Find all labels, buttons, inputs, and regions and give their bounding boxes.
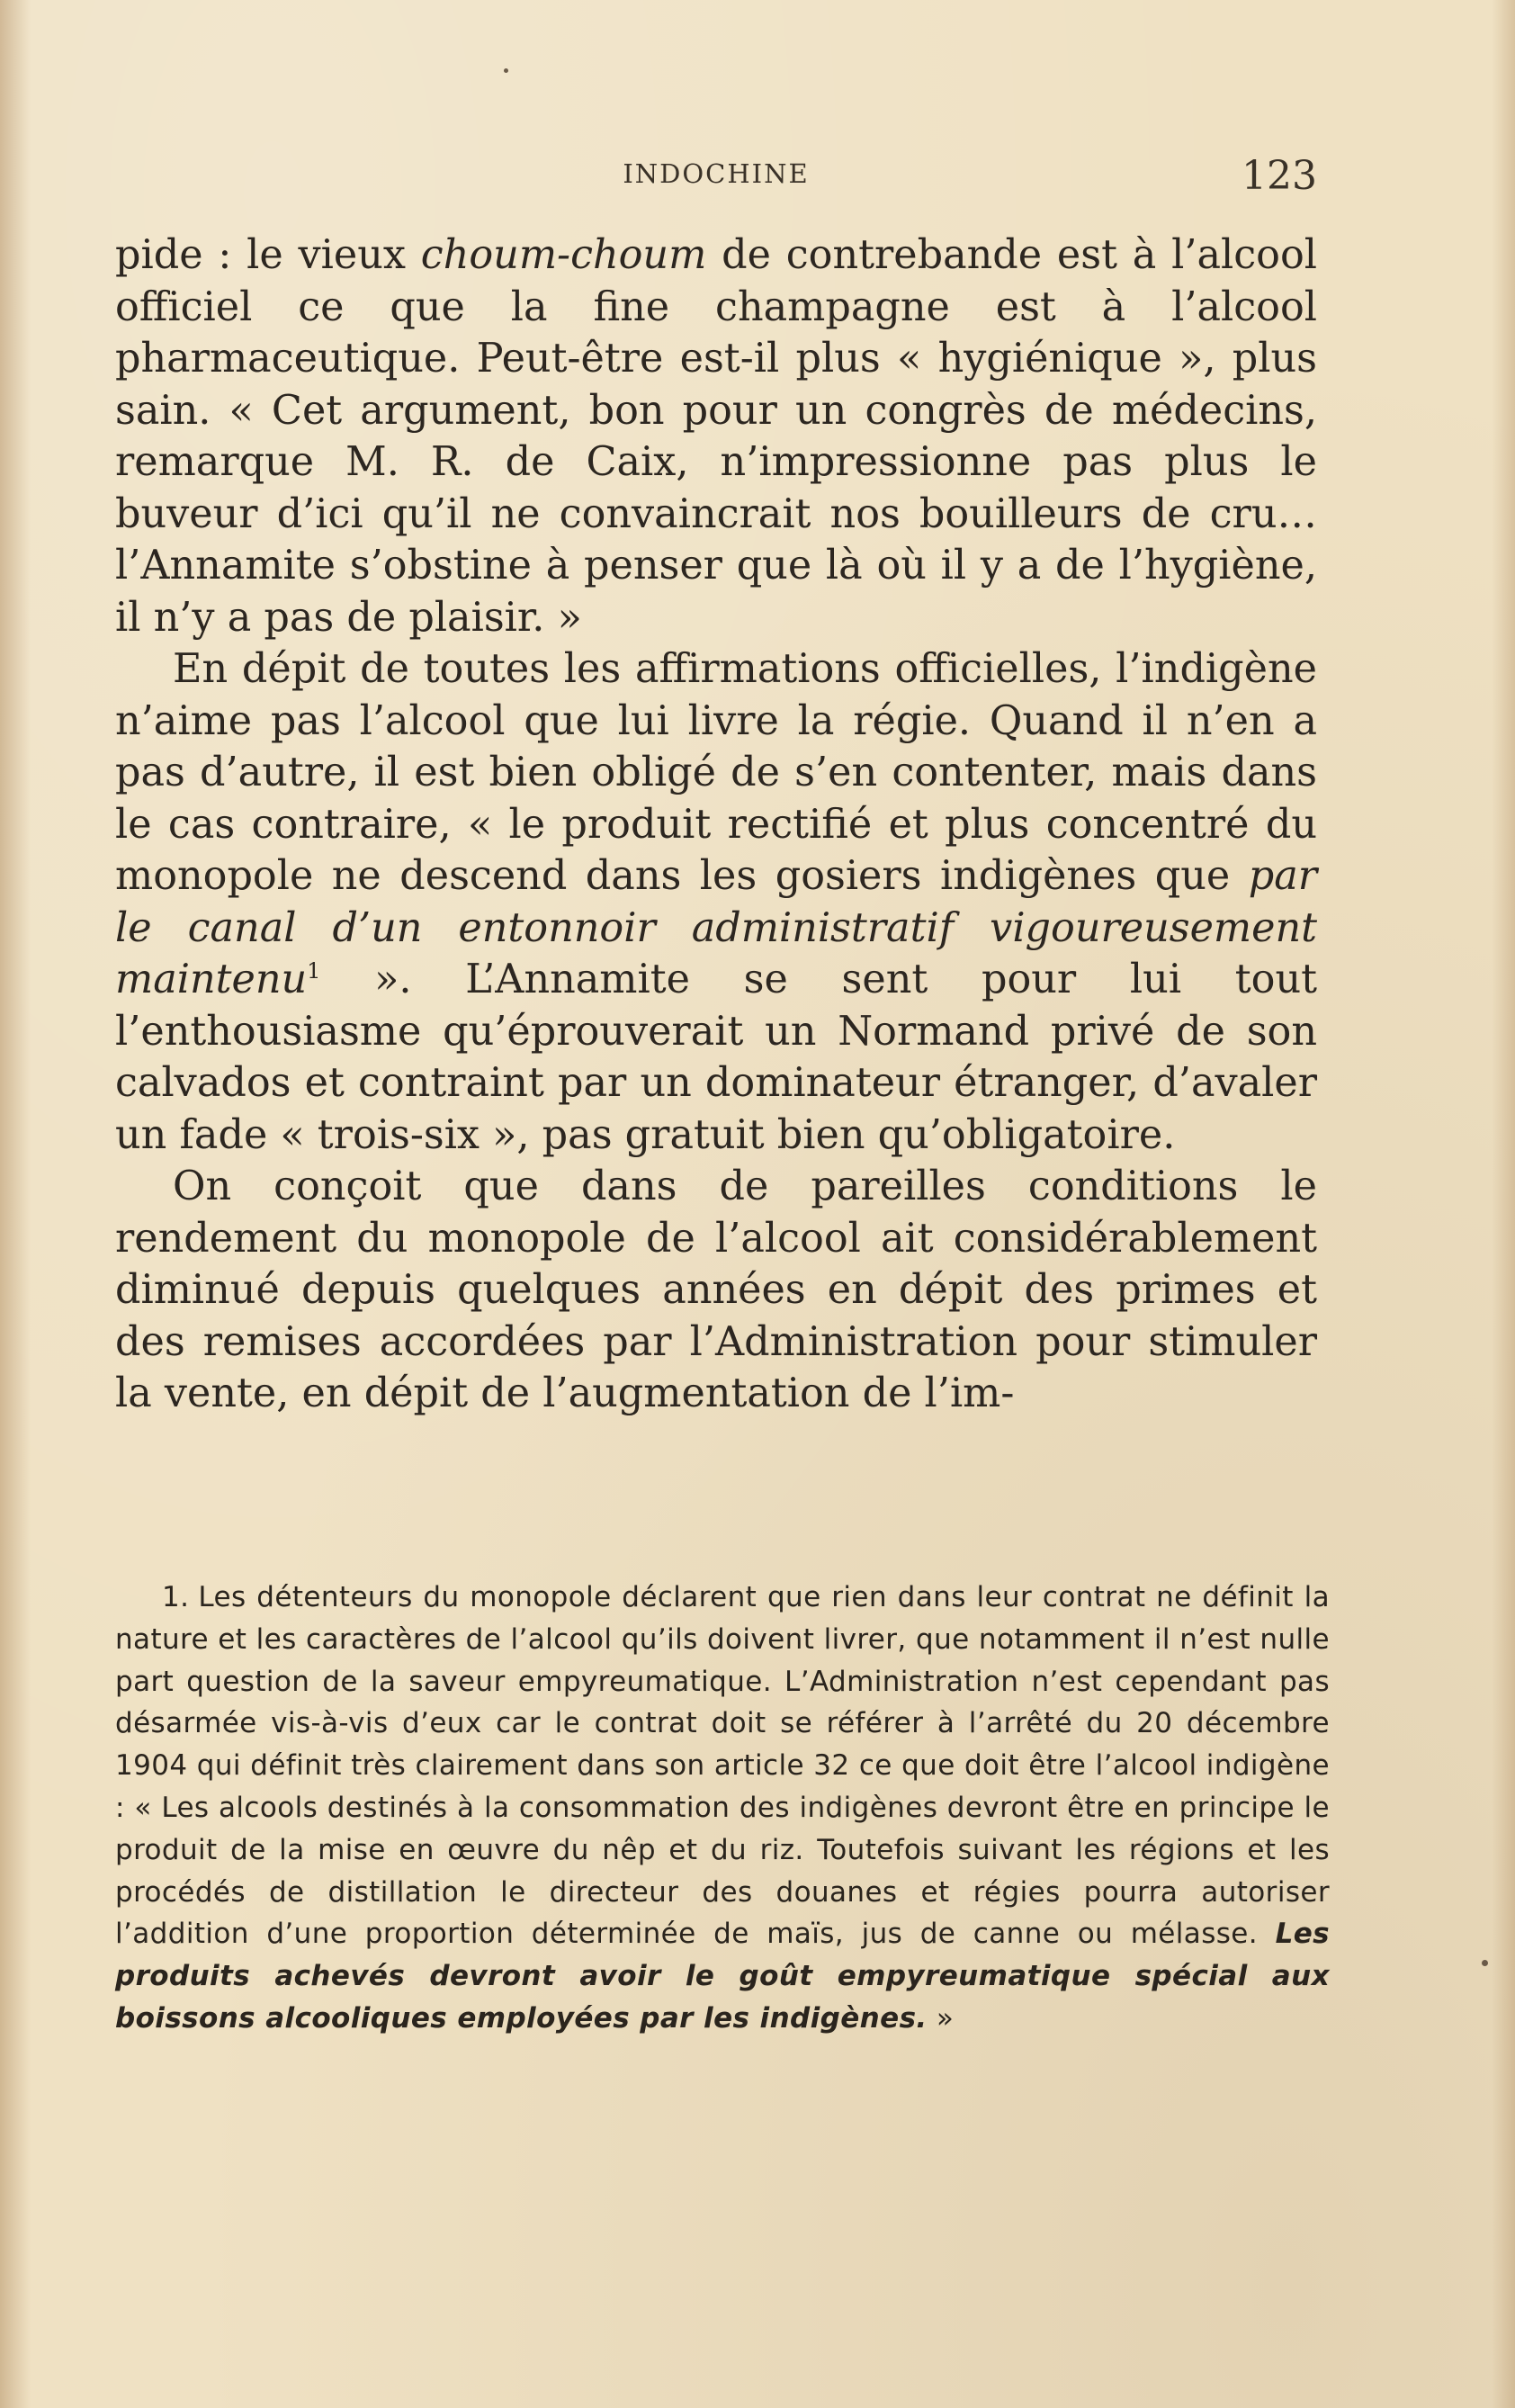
paragraph-1-rest: de contrebande est à l’alcool officiel ce que la fine champagne est à l’alcool pharmaceutique. Peut-être est-il plus « hygiénique », plus sain. « Cet argument, bon pour un congrès de médecins, remarque M. R. de Caix, n’impressionne pas plus le buveur d’ici qu’il ne convaincrait nos bouilleurs de cru… l’Annamite s’obstine à penser que là où il y a de l’hygiène, il n’y a pas de plaisir. »	[115, 232, 1317, 641]
paragraph-1-italic: choum-choum	[420, 232, 707, 278]
page-shadow-right	[1492, 0, 1515, 2408]
running-head	[115, 153, 1317, 200]
footnote-end: »	[927, 2001, 955, 2035]
running-title: INDOCHINE	[623, 158, 810, 189]
body-text	[115, 229, 1317, 1420]
stray-dot	[504, 68, 508, 73]
paragraph-2-start: En dépit de toutes les affirmations officielles, l’indigène n’aime pas l’alcool que lui livre la régie. Quand il n’en a pas d’autre, il est bien obligé de s’en contenter, mais dans le cas contraire, « le produit rectifié et plus concentré du monopole ne descend dans les gosiers indigènes que	[115, 646, 1317, 899]
footnote	[115, 1577, 1330, 2040]
footnote-italic: Les produits achevés devront avoir le goût empyreumatique spécial aux boissons alcooliques employées par les indigènes.	[115, 1918, 1330, 2035]
paragraph-2-italic: par le canal d’un entonnoir administratif vigoureusement maintenu	[115, 853, 1317, 1002]
page-number: 123	[1242, 153, 1317, 199]
page-shadow-left	[0, 0, 31, 2408]
stray-dot	[1482, 1960, 1488, 1966]
paragraph-2-end: ». L’Annamite se sent pour lui tout l’enthousiasme qu’éprouverait un Normand privé de son calvados et contraint par un dominateur étranger, d’avaler un fade « trois-six », pas gratuit bien qu’obligatoire.	[115, 957, 1317, 1158]
paragraph-3: On conçoit que dans de pareilles conditions le rendement du monopole de l’alcool ait considérablement diminué depuis quelques années en dépit des primes et des remises accordées par l’Administration pour stimuler la vente, en dépit de l’augmentation de l’im-	[115, 1164, 1317, 1416]
footnote-number: 1.	[162, 1581, 190, 1613]
paragraph-1-start: pide : le vieux	[115, 232, 421, 278]
footnote-text: Les détenteurs du monopole déclarent que rien dans leur contrat ne définit la nature et les caractères de l’alcool qu’ils doivent livrer, que notamment il n’est nulle part question de la saveur empyreumatique. L’Administration n’est cependant pas désarmée vis-à-vis d’eux car le contrat doit se référer à l’arrêté du 20 décembre 1904 qui définit très clairement dans son article 32 ce que doit être l’alcool indigène : « Les alcools destinés à la consommation des indigènes devront être en principe le produit de la mise en œuvre du nêp et du riz. Toutefois suivant les régions et les procédés de distillation le directeur des douanes et régies pourra autoriser l’addition d’une proportion déterminée de maïs, jus de canne ou mélasse.	[115, 1581, 1330, 1951]
paragraph-1	[115, 229, 1317, 643]
footnote-reference[interactable]: 1	[307, 958, 321, 984]
paragraph-2	[115, 643, 1317, 1161]
